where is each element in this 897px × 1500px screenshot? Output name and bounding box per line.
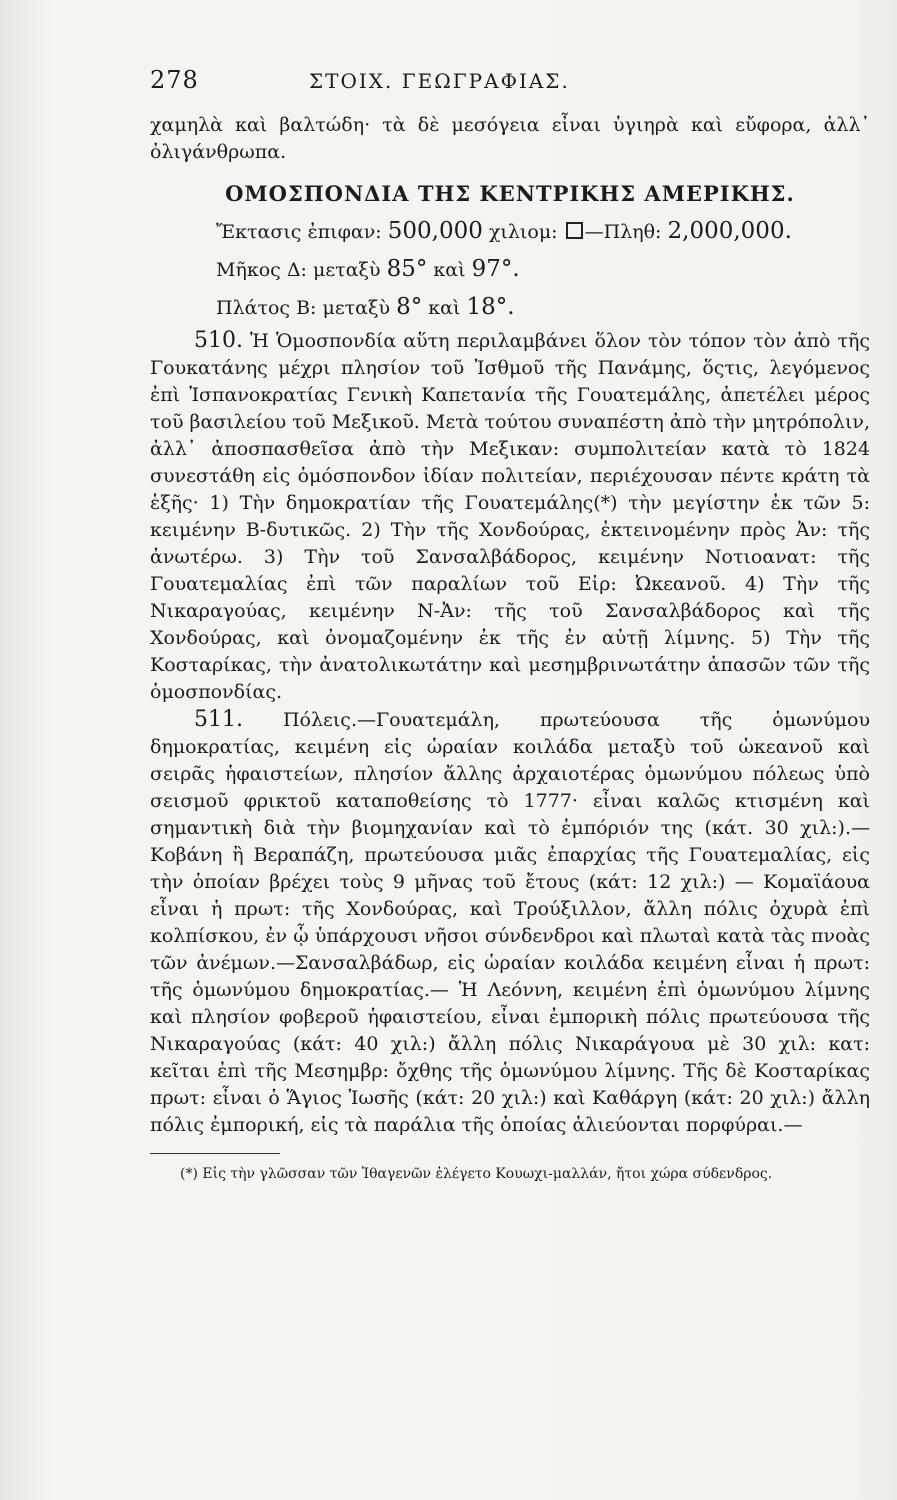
- lon-and: καὶ: [433, 259, 466, 281]
- page-number: 278: [150, 66, 199, 94]
- lon-a: 85°: [386, 256, 428, 282]
- lat-and: καὶ: [428, 297, 461, 319]
- lat-a: 8°: [396, 294, 423, 320]
- paragraph-text: Ἡ Ὁμοσπονδία αὕτη περιλαμβάνει ὅλον τὸν τόπον τὸν ἀπὸ τῆς Γουκατάνης μέχρι πλησίον τοῦ Ἰσθμοῦ τῆς Πανάμης, ὅςτις, λεγόμενος ἐπὶ Ἱσπανοκρατίας Γενικὴ Καπετανία τῆς Γουατεμάλης, ἀπετέλει μέρος τοῦ βασιλείου τοῦ Μεξικοῦ. Μετὰ τούτου συναπέστη ἀπὸ τὴν μητρόπολιν, ἀλλ᾽ ἀποσπασθεῖσα ἀπὸ τὴν Μεξικαν: συμπολιτείαν κατὰ τὸ 1824 συνεστάθη εἰς ὁμόσπονδον ἰδίαν πολιτείαν, περιέχουσαν πέντε κράτη τὰ ἑξῆς· 1) Τὴν δημοκρατίαν τῆς Γουατεμάλης(*) τὴν μεγίστην ἐκ τῶν 5: κειμένην Β-δυτικῶς. 2) Τὴν τῆς Χονδούρας, ἐκτεινομένην πρὸς Ἀν: τῆς ἀνωτέρω. 3) Τὴν τοῦ Σανσαλβάδορος, κειμένην Νοτιοανατ: τῆς Γουατεμαλίας ἐπὶ τῶν παραλίων τοῦ Εἰρ: Ὠκεανοῦ. 4) Τὴν τῆς Νικαραγούας, κειμένην Ν-Ἀν: τῆς τοῦ Σανσαλβάδορος καὶ τῆς Χονδούρας, καὶ ὀνομαζομένην ἐκ τῆς ἐν αὐτῇ λίμνης. 5) Τὴν τῆς Κοσταρίκας, τὴν ἀνατολικωτάτην καὶ μεσημβρινωτάτην ἁπασῶν τῶν τῆς ὁμοσπονδίας.: [150, 330, 870, 703]
- paragraph-number: 510.: [194, 328, 243, 353]
- pop-value: 2,000,000.: [667, 218, 792, 244]
- area-unit: χιλιομ:: [488, 221, 558, 243]
- longitude-line: [216, 251, 870, 289]
- paragraph-text: Πόλεις.—Γουατεμάλη, πρωτεύουσα τῆς ὁμωνύμου δημοκρατίας, κειμένη εἰς ὡραίαν κοιλάδα μεταξὺ τοῦ ὠκεανοῦ καὶ σειρᾶς ἡφαιστείων, πλησίον ἄλλης ἀρχαιοτέρας ὁμωνύμου πόλεως ὑπὸ σεισμοῦ φρικτοῦ καταποθείσης τὸ 1777· εἶναι καλῶς κτισμένη καὶ σημαντικὴ διὰ τὴν βιομηχανίαν καὶ τὸ ἐμπόριόν της (κάτ. 30 χιλ:).—Κοβάνη ἢ Βεραπάζη, πρωτεύουσα μιᾶς ἐπαρχίας τῆς Γουατεμαλίας, εἰς τὴν ὁποίαν βρέχει τοὺς 9 μῆνας τοῦ ἔτους (κάτ: 12 χιλ:) — Κομαϊάουα εἶναι ἡ πρωτ: τῆς Χονδούρας, καὶ Τρούξιλλον, ἄλλη πόλις ὀχυρὰ ἐπὶ κολπίσκου, ἐν ᾧ ὑπάρχουσι νῆσοι σύνδενδροι καὶ πλωταὶ κατὰ τὰς πνοὰς τῶν ἀνέμων.—Σανσαλβάδωρ, εἰς ὡραίαν κοιλάδα κειμένη εἶναι ἡ πρωτ: τῆς ὁμωνύμου δημοκρατίας.— Ἡ Λεόννη, κειμένη ἐπὶ ὁμωνύμου λίμνης καὶ πλησίον φοβεροῦ ἡφαιστείου, εἶναι ἐμπορικὴ πόλις πρωτεύουσα τῆς Νικαραγούας (κάτ: 40 χιλ:) ἄλλη πόλις Νικαράγουα μὲ 30 χιλ: κατ: κεῖται ἐπὶ τῆς Μεσημβρ: ὄχθης τῆς ὁμωνύμου λίμνης. Τῆς δὲ Κοσταρίκας πρωτ: εἶναι ὁ Ἅγιος Ἰωσῆς (κάτ: 20 χιλ:) καὶ Καθάργη (κάτ: 20 χιλ:) ἄλλη πόλις ἐμπορική, εἰς τὰ παράλια τῆς ὁποίας ἁλιεύονται πορφύραι.—: [150, 709, 870, 1136]
- paragraph-number: 511.: [194, 707, 243, 732]
- area-label: Ἔκτασις ἐπιφαν:: [216, 221, 382, 243]
- paragraph-511: [150, 706, 870, 1139]
- latitude-line: [216, 289, 870, 327]
- stats-block: [216, 213, 870, 327]
- section-title: ΟΜΟΣΠΟΝΔΙΑ ΤΗΣ ΚΕΝΤΡΙΚΗΣ ΑΜΕΡΙΚΗΣ.: [225, 181, 795, 206]
- intro-paragraph: χαμηλὰ καὶ βαλτώδη· τὰ δὲ μεσόγεια εἶναι ὑγιηρὰ καὶ εὔφορα, ἀλλ᾽ ὀλιγάνθρωπα.: [150, 114, 870, 163]
- lat-label: Πλάτος Β: μεταξὺ: [216, 297, 391, 319]
- running-header: [150, 66, 740, 94]
- footnote: (*) Εἰς τὴν γλῶσσαν τῶν Ἰθαγενῶν ἐλέγετο Κουωχι-μαλλάν, ἤτοι χώρα σύδενδρος.: [180, 1166, 773, 1182]
- paragraph-510: [150, 327, 870, 706]
- lon-label: Μῆκος Δ: μεταξὺ: [216, 259, 381, 281]
- area-value: 500,000: [387, 218, 483, 244]
- lon-b: 97°.: [471, 256, 520, 282]
- footnote-rule: [150, 1153, 280, 1154]
- page-body: [150, 112, 870, 1184]
- square-icon: [566, 222, 583, 239]
- running-title: ΣΤΟΙΧ. ΓΕΩΓΡΑΦΙΑΣ.: [309, 69, 570, 93]
- area-line: [216, 213, 870, 251]
- pop-label: —Πληθ:: [584, 221, 662, 243]
- lat-b: 18°.: [466, 294, 515, 320]
